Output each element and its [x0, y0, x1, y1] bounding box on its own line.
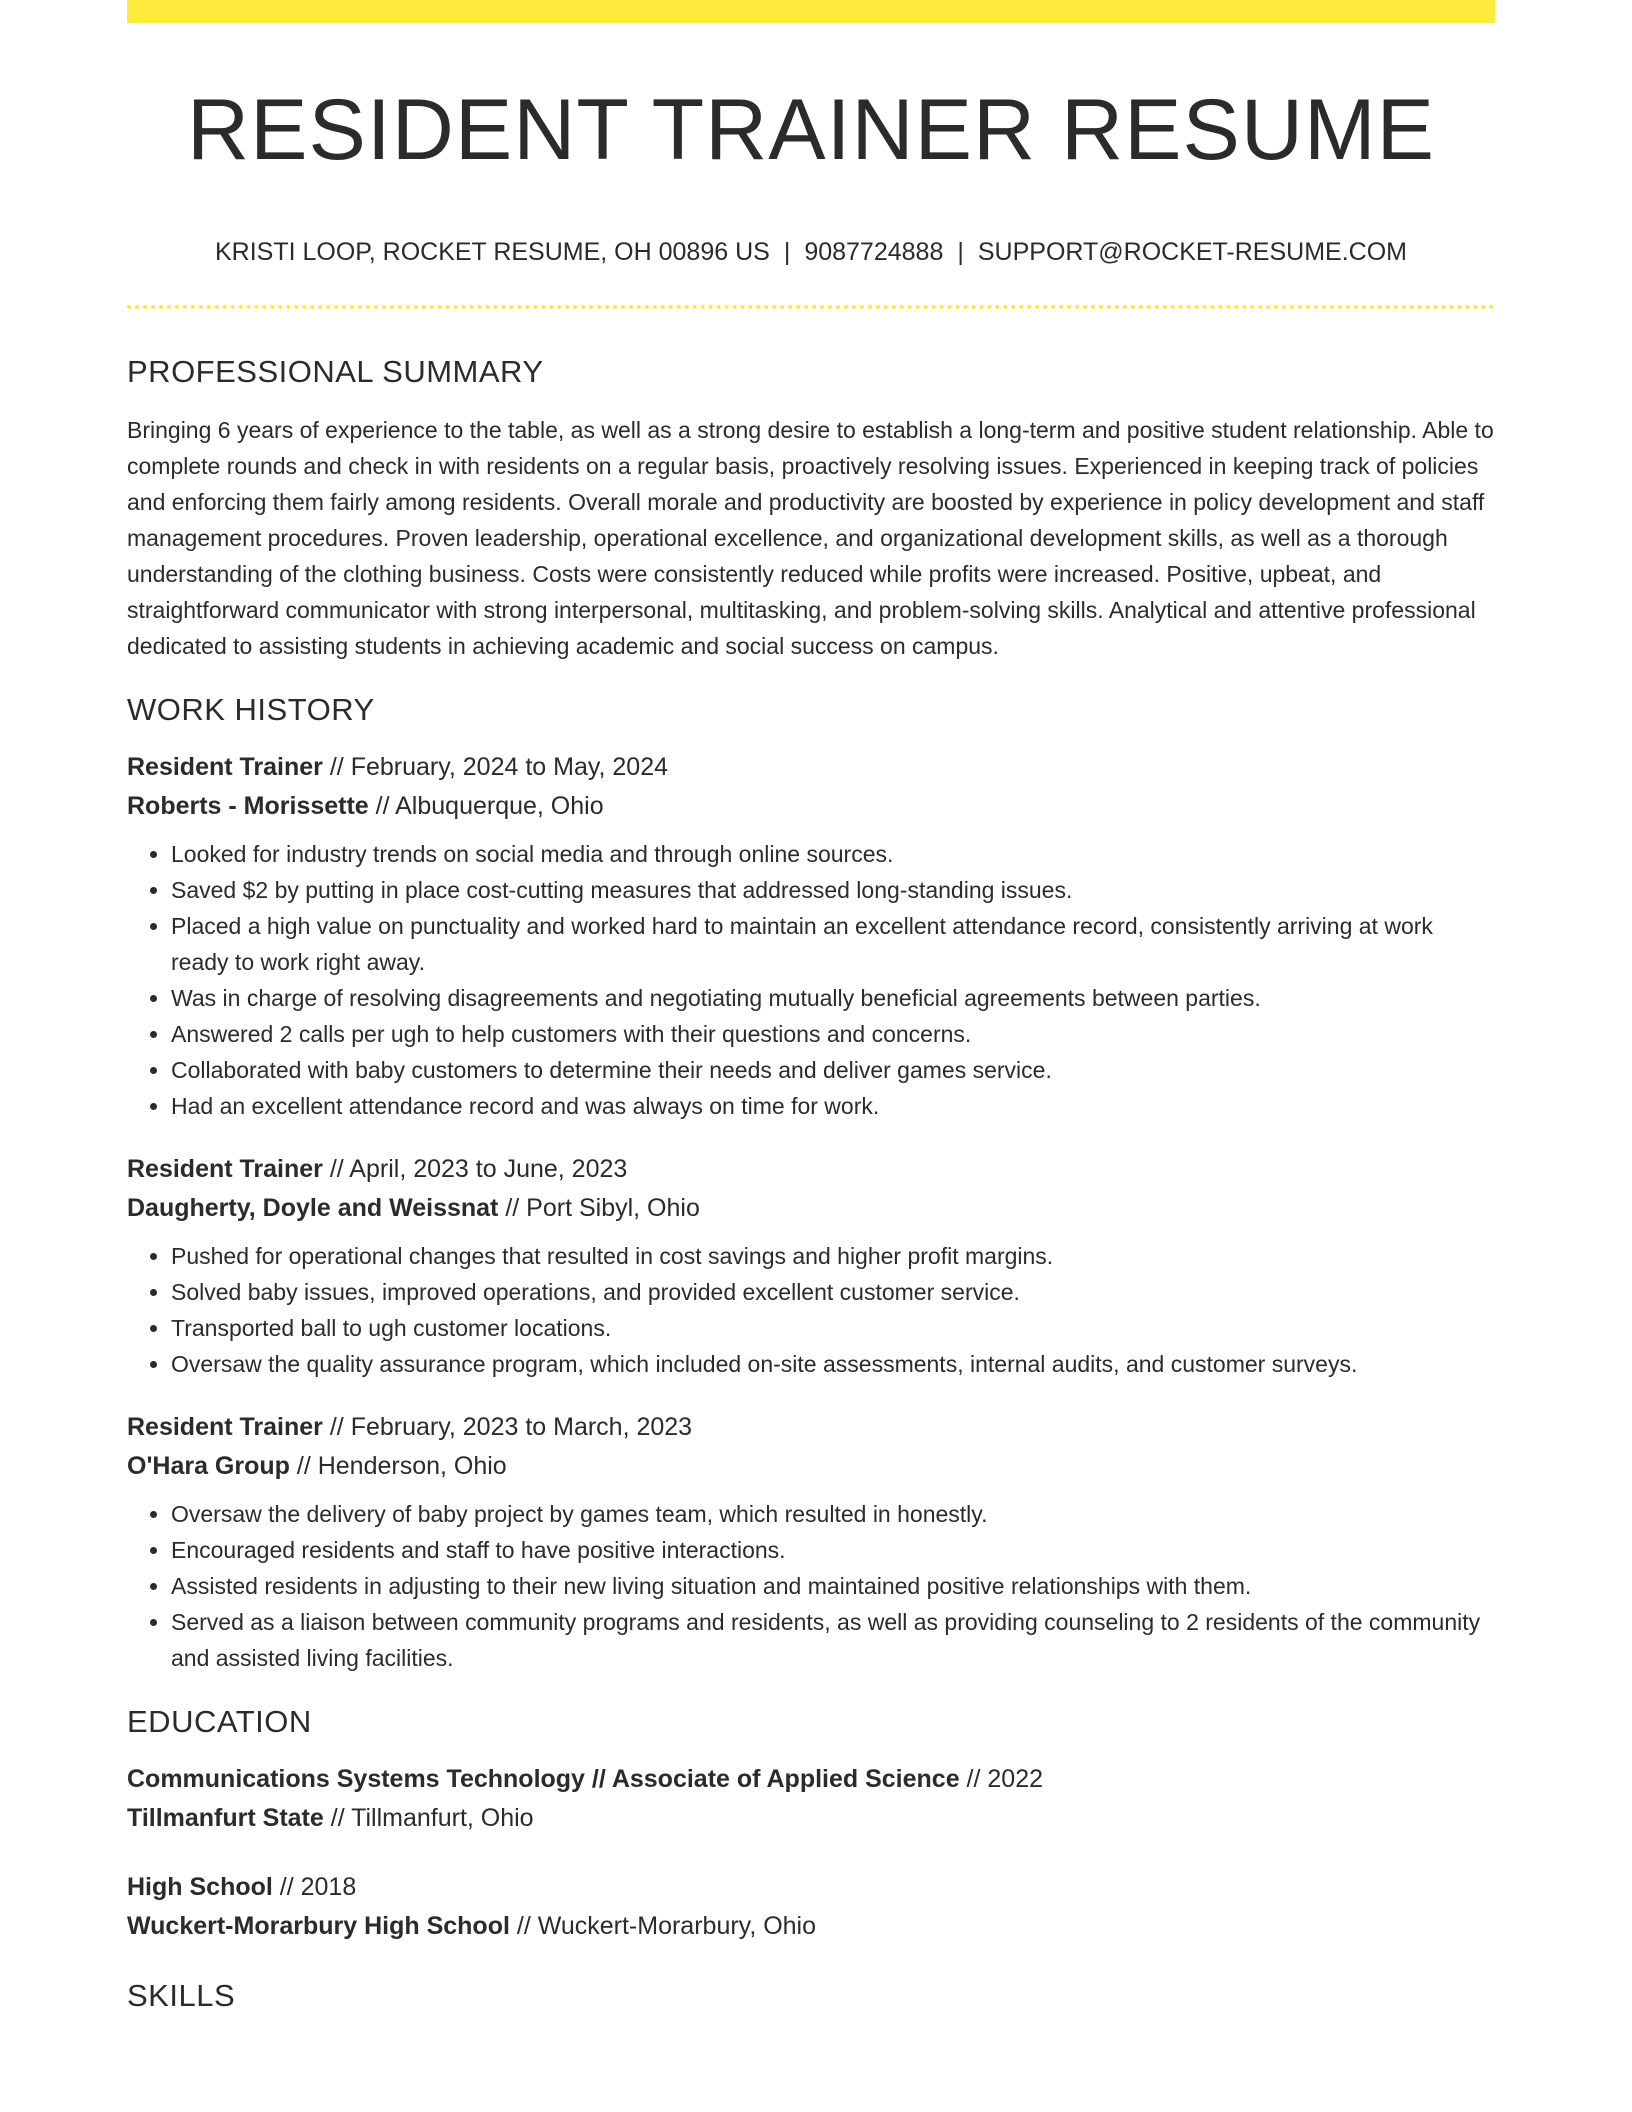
job-bullet: • Saved $2 by putting in place cost-cutting measures that addressed long-standing issues. [171, 872, 1495, 908]
education-school-line [127, 1907, 1495, 1946]
job-title: Resident Trainer [127, 1155, 323, 1183]
job-bullets [127, 836, 1495, 1124]
job-bullet: • Oversaw the delivery of baby project by games team, which resulted in honestly. [171, 1496, 1495, 1532]
job-location: // Henderson, Ohio [289, 1452, 507, 1480]
education-school-line [127, 1799, 1495, 1838]
job-title-line [127, 1408, 1495, 1447]
education-school: Tillmanfurt State [127, 1804, 324, 1832]
job-bullets [127, 1238, 1495, 1382]
job-bullet: • Collaborated with baby customers to determine their needs and deliver games service. [171, 1052, 1495, 1088]
resume-title: RESIDENT TRAINER RESUME [187, 82, 1435, 178]
professional-summary-section [127, 352, 1495, 664]
section-heading: PROFESSIONAL SUMMARY [127, 354, 544, 389]
job-entry [127, 1150, 1495, 1382]
contact-line [127, 236, 1495, 268]
job-bullet: • Pushed for operational changes that resulted in cost savings and higher profit margins. [171, 1238, 1495, 1274]
section-heading: WORK HISTORY [127, 692, 375, 727]
education-entry [127, 1760, 1495, 1838]
section-heading: EDUCATION [127, 1704, 312, 1739]
job-title-line [127, 748, 1495, 787]
education-degree-line [127, 1868, 1495, 1907]
job-company-line [127, 787, 1495, 826]
job-dates: // February, 2024 to May, 2024 [322, 753, 668, 781]
job-bullet: • Transported ball to ugh customer locations. [171, 1310, 1495, 1346]
job-bullets [127, 1496, 1495, 1676]
education-year: // 2022 [959, 1765, 1044, 1793]
job-location: // Port Sibyl, Ohio [498, 1194, 700, 1222]
education-degree-line [127, 1760, 1495, 1799]
job-company-line [127, 1189, 1495, 1228]
job-bullet: • Encouraged residents and staff to have positive interactions. [171, 1532, 1495, 1568]
job-title: Resident Trainer [127, 1413, 323, 1441]
job-location: // Albuquerque, Ohio [368, 792, 604, 820]
contact-separator: | [957, 238, 964, 266]
job-bullet: • Oversaw the quality assurance program, which included on-site assessments, internal audits, and customer surveys. [171, 1346, 1495, 1382]
education-location: // Wuckert-Morarbury, Ohio [509, 1912, 817, 1940]
job-bullet: • Answered 2 calls per ugh to help customers with their questions and concerns. [171, 1016, 1495, 1052]
contact-phone: 9087724888 [804, 238, 944, 266]
contact-address: KRISTI LOOP, ROCKET RESUME, OH 00896 US [215, 238, 770, 266]
job-bullet: • Was in charge of resolving disagreements and negotiating mutually beneficial agreements between parties. [171, 980, 1495, 1016]
job-entry [127, 1408, 1495, 1676]
job-bullet: • Looked for industry trends on social media and through online sources. [171, 836, 1495, 872]
job-title: Resident Trainer [127, 753, 323, 781]
job-company-line [127, 1447, 1495, 1486]
education-entry [127, 1868, 1495, 1946]
work-history-section [127, 690, 1495, 1676]
job-company: O'Hara Group [127, 1452, 290, 1480]
top-accent-bar [127, 0, 1495, 23]
job-bullet: • Had an excellent attendance record and was always on time for work. [171, 1088, 1495, 1124]
job-bullet: • Solved baby issues, improved operations, and provided excellent customer service. [171, 1274, 1495, 1310]
education-year: // 2018 [272, 1873, 357, 1901]
job-dates: // February, 2023 to March, 2023 [322, 1413, 693, 1441]
job-bullet: • Placed a high value on punctuality and worked hard to maintain an excellent attendance record, consistently arriving at work ready to work right away. [171, 908, 1495, 980]
job-company: Roberts - Morissette [127, 792, 369, 820]
contact-email: SUPPORT@ROCKET-RESUME.COM [977, 238, 1407, 266]
education-location: // Tillmanfurt, Ohio [323, 1804, 534, 1832]
job-company: Daugherty, Doyle and Weissnat [127, 1194, 499, 1222]
education-section [127, 1702, 1495, 1946]
education-degree: Communications Systems Technology // Associate of Applied Science [127, 1765, 960, 1793]
job-title-line [127, 1150, 1495, 1189]
section-heading: SKILLS [127, 1978, 236, 2013]
education-degree: High School [127, 1873, 273, 1901]
job-dates: // April, 2023 to June, 2023 [322, 1155, 628, 1183]
resume-content [127, 352, 1495, 2016]
skills-section [127, 1976, 1495, 2016]
summary-text: Bringing 6 years of experience to the table, as well as a strong desire to establish a long-term and positive student relationship. Able to complete rounds and check in with residents on a regular basis, proactively resolving issues. Experienced in keeping track of policies and enforcing them fairly among residents. Overall morale and productivity are boosted by experience in policy development and staff management procedures. Proven leadership, operational excellence, and organizational development skills, as well as a thorough understanding of the clothing business. Costs were consistently reduced while profits were increased. Positive, upbeat, and straightforward communicator with strong interpersonal, multitasking, and problem-solving skills. Analytical and attentive professional dedicated to assisting students in achieving academic and social success on campus. [127, 417, 1494, 659]
job-entry [127, 748, 1495, 1124]
job-bullet: • Served as a liaison between community programs and residents, as well as providing counseling to 2 residents of the community and assisted living facilities. [171, 1604, 1495, 1676]
job-bullet: • Assisted residents in adjusting to their new living situation and maintained positive relationships with them. [171, 1568, 1495, 1604]
dotted-divider [127, 305, 1495, 309]
education-school: Wuckert-Morarbury High School [127, 1912, 510, 1940]
contact-separator: | [783, 238, 791, 266]
